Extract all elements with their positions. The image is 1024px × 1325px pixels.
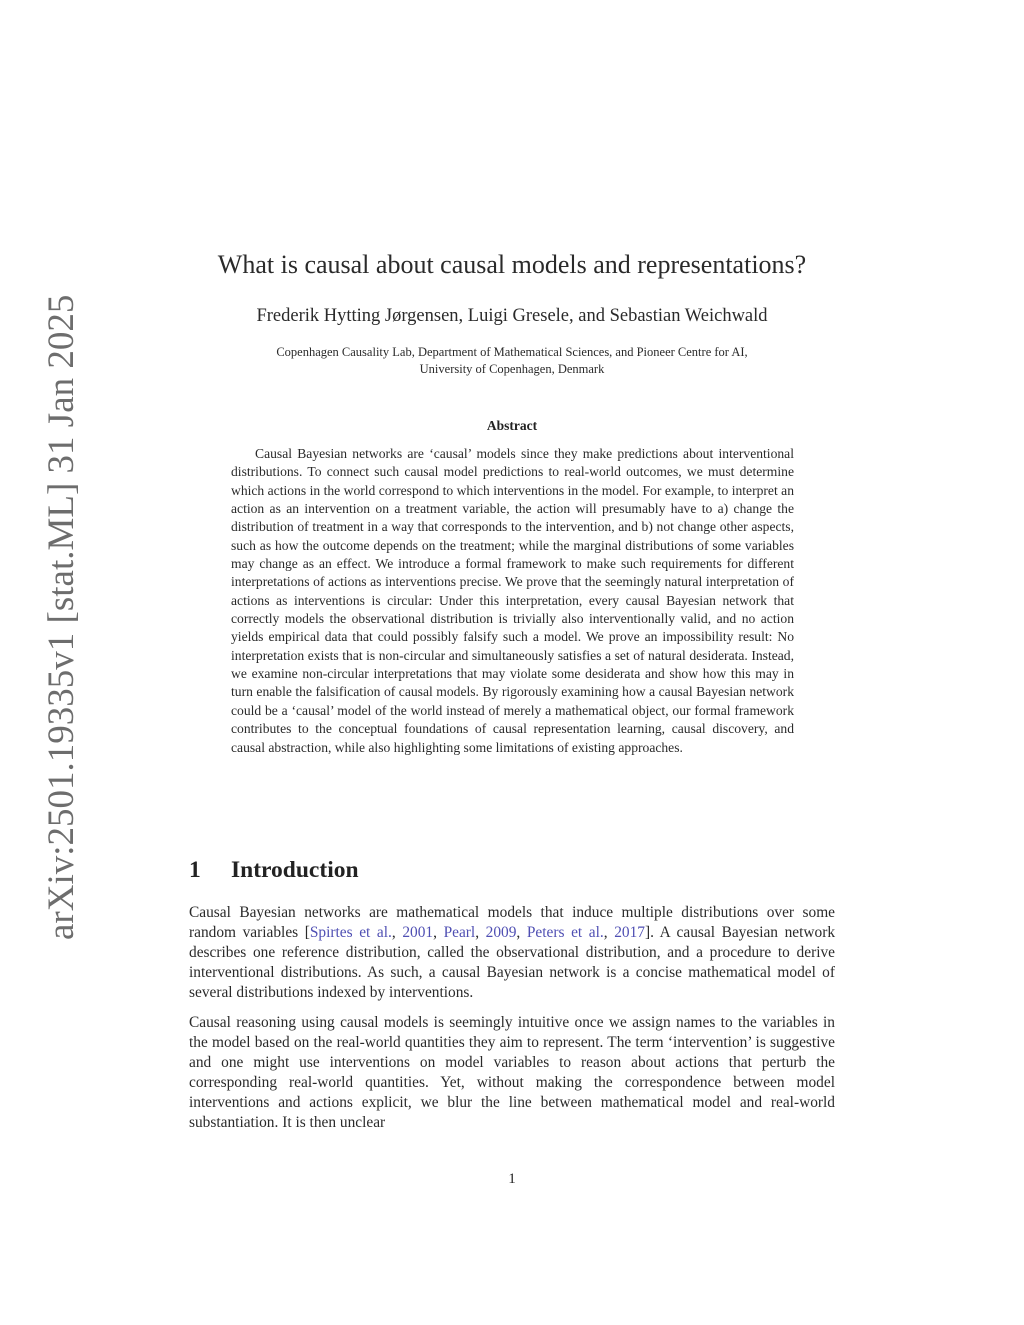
- para1-sep-2: ,: [433, 924, 444, 941]
- author-list: Frederik Hytting Jørgensen, Luigi Gresele, and Sebastian Weichwald: [256, 306, 768, 326]
- para1-sep-1: ,: [391, 924, 403, 941]
- abstract-heading: Abstract: [486, 418, 538, 433]
- citation-link-pearl-author[interactable]: Pearl: [443, 924, 476, 941]
- para1-sep-5: ,: [603, 924, 615, 941]
- section-number: 1: [189, 857, 201, 883]
- citation-link-pearl-year[interactable]: 2009: [485, 924, 517, 941]
- citation-link-peters-author[interactable]: Peters et al.: [526, 924, 604, 941]
- para1-text-before: Causal Bayesian networks are mathematical models that induce multiple distributions over some random variables [: [189, 904, 835, 941]
- affiliation-line-2: University of Copenhagen, Denmark: [419, 362, 605, 376]
- paper-title: What is causal about causal models and representations?: [217, 250, 807, 279]
- abstract-text: Causal Bayesian networks are ‘causal’ models since they make predictions about interventional distributions. To connect such causal model predictions to real-world outcomes, we must determine which actions in the world correspond to which interventions in the model. For example, to interpret an action as an intervention on a treatment variable, the action will presumably have to a) change the distribution of treatment in a way that corresponds to the intervention, and b) not change other aspects, such as how the outcome depends on the treatment; while the marginal distributions of some variables may change as an effect. We introduce a formal framework to make such requirements for different interpretations of actions as interventions precise. We prove that the seemingly natural interpretation of actions as interventions is circular: Under this interpretation, every causal Bayesian network that correctly models the observational distribution is trivially also interventionally valid, and no action yields empirical data that could possibly falsify such a model. We prove an impossibility result: No interpretation exists that is non-circular and simultaneously satisfies a set of natural desiderata. Instead, we examine non-circular interpretations that may violate some desiderata and show how this may in turn enable the falsification of causal models. By rigorously examining how a causal Bayesian network could be a ‘causal’ model of the world instead of merely a mathematical object, our formal framework contributes to the conceptual foundations of causal representation learning, causal discovery, and causal abstraction, while also highlighting some limitations of existing approaches.: [231, 446, 794, 755]
- citation-link-spirtes-author[interactable]: Spirtes et al.: [309, 924, 392, 941]
- page-number: 1: [508, 1171, 516, 1187]
- section-heading-introduction: [189, 857, 359, 884]
- affiliation: [140, 344, 884, 378]
- affiliation-line-1: Copenhagen Causality Lab, Department of Mathematical Sciences, and Pioneer Centre for AI,: [276, 345, 748, 359]
- para1-text-after: ]. A causal Bayesian network describes one reference distribution, called the observational distribution, and a procedure to derive interventional distributions. As such, a causal Bayesian network is a concise mathematical model of several distributions indexed by interventions.: [189, 924, 836, 1001]
- citation-link-peters-year[interactable]: 2017: [614, 924, 645, 941]
- intro-paragraph-2: Causal reasoning using causal models is seemingly intuitive once we assign names to the variables in the model based on the real-world quantities they aim to represent. The term ‘intervention’ is suggestive and one might use interventions on model variables to reason about actions that perturb the corresponding real-world quantities. Yet, without making the correspondence between model interventions and actions explicit, we blur the line between mathematical model and real-world substantiation. It is then unclear: [189, 1014, 835, 1131]
- para1-sep-4: ,: [516, 924, 527, 941]
- intro-paragraph-1: [189, 903, 835, 1003]
- arxiv-identifier-stamp: arXiv:2501.19335v1 [stat.ML] 31 Jan 2025: [41, 294, 82, 940]
- para1-sep-3: ,: [475, 924, 486, 941]
- section-title: Introduction: [231, 857, 359, 883]
- citation-link-spirtes-year[interactable]: 2001: [402, 924, 434, 941]
